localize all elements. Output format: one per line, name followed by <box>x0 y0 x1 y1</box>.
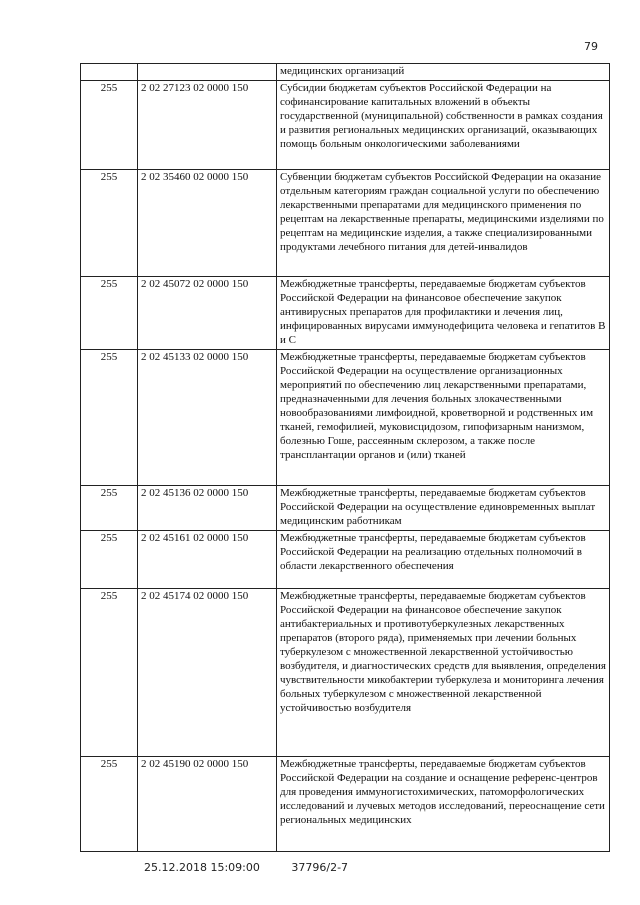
budget-code-cell: 2 02 45133 02 0000 150 <box>138 350 277 486</box>
table-row <box>81 64 610 81</box>
name-cell: Межбюджетные трансферты, передаваемые бюджетам субъектов Российской Федерации на осуществление организационных мероприятий по обеспечению лиц лекарственными препаратами, предназначенными для лечения больных злокачественными новообразованиями лимфоидной, кроветворной и родственных им тканей, гемофилией, муковисцидозом, гипофизарным нанизмом, болезнью Гоше, рассеянным склерозом, а также после трансплантации органов и (или) тканей <box>277 350 610 486</box>
page-number: 79 <box>584 40 598 53</box>
name-cell: Межбюджетные трансферты, передаваемые бюджетам субъектов Российской Федерации на финансовое обеспечение закупок антибактериальных и противотуберкулезных лекарственных препаратов (второго ряда), применяемых при лечении больных туберкулезом с множественной лекарственной устойчивостью возбудителя, и диагностических средств для выявления, определения чувствительности микобактерии туберкулеза и мониторинга лечения больных туберкулезом с множественной лекарственной устойчивостью возбудителя <box>277 589 610 757</box>
footer-document-id: 37796/2-7 <box>291 861 349 874</box>
name-cell: Межбюджетные трансферты, передаваемые бюджетам субъектов Российской Федерации на финансовое обеспечение закупок антивирусных препаратов для профилактики и лечения лиц, инфицированных вирусами иммунодефицита человека и гепатитов В и С <box>277 277 610 350</box>
budget-code-cell: 2 02 45136 02 0000 150 <box>138 486 277 531</box>
admin-code-cell: 255 <box>81 589 138 757</box>
admin-code-cell: 255 <box>81 277 138 350</box>
budget-code-cell: 2 02 45190 02 0000 150 <box>138 757 277 852</box>
table-row <box>81 170 610 277</box>
admin-code-cell: 255 <box>81 531 138 589</box>
document-footer <box>144 861 348 874</box>
table-row <box>81 531 610 589</box>
budget-code-cell: 2 02 45174 02 0000 150 <box>138 589 277 757</box>
name-cell: медицинских организаций <box>277 64 610 81</box>
name-cell: Межбюджетные трансферты, передаваемые бюджетам субъектов Российской Федерации на осуществление единовременных выплат медицинским работникам <box>277 486 610 531</box>
table-row <box>81 757 610 852</box>
footer-datetime: 25.12.2018 15:09:00 <box>144 861 260 874</box>
name-cell: Субсидии бюджетам субъектов Российской Федерации на софинансирование капитальных вложений в объекты государственной (муниципальной) собственности в рамках создания и развития региональных медицинских организаций, оказывающих помощь больным онкологическими заболеваниями <box>277 81 610 170</box>
admin-code-cell: 255 <box>81 81 138 170</box>
budget-code-cell: 2 02 45072 02 0000 150 <box>138 277 277 350</box>
budget-codes-table <box>80 63 610 852</box>
admin-code-cell: 255 <box>81 757 138 852</box>
table-row <box>81 277 610 350</box>
table-row <box>81 486 610 531</box>
budget-code-cell: 2 02 35460 02 0000 150 <box>138 170 277 277</box>
name-cell: Межбюджетные трансферты, передаваемые бюджетам субъектов Российской Федерации на создание и оснащение референс-центров для проведения иммуногистохимических, патоморфологических исследований и лучевых методов исследований, переоснащение сети региональных медицинских <box>277 757 610 852</box>
table-row <box>81 81 610 170</box>
budget-code-cell <box>138 64 277 81</box>
admin-code-cell: 255 <box>81 486 138 531</box>
table-row <box>81 589 610 757</box>
name-cell: Субвенции бюджетам субъектов Российской Федерации на оказание отдельным категориям граждан социальной услуги по обеспечению лекарственными препаратами для медицинского применения по рецептам на лекарственные препараты, медицинскими изделиями по рецептам на медицинские изделия, а также специализированными продуктами лечебного питания для детей-инвалидов <box>277 170 610 277</box>
admin-code-cell: 255 <box>81 350 138 486</box>
table-row <box>81 350 610 486</box>
budget-code-cell: 2 02 27123 02 0000 150 <box>138 81 277 170</box>
admin-code-cell <box>81 64 138 81</box>
name-cell: Межбюджетные трансферты, передаваемые бюджетам субъектов Российской Федерации на реализацию отдельных полномочий в области лекарственного обеспечения <box>277 531 610 589</box>
admin-code-cell: 255 <box>81 170 138 277</box>
budget-code-cell: 2 02 45161 02 0000 150 <box>138 531 277 589</box>
